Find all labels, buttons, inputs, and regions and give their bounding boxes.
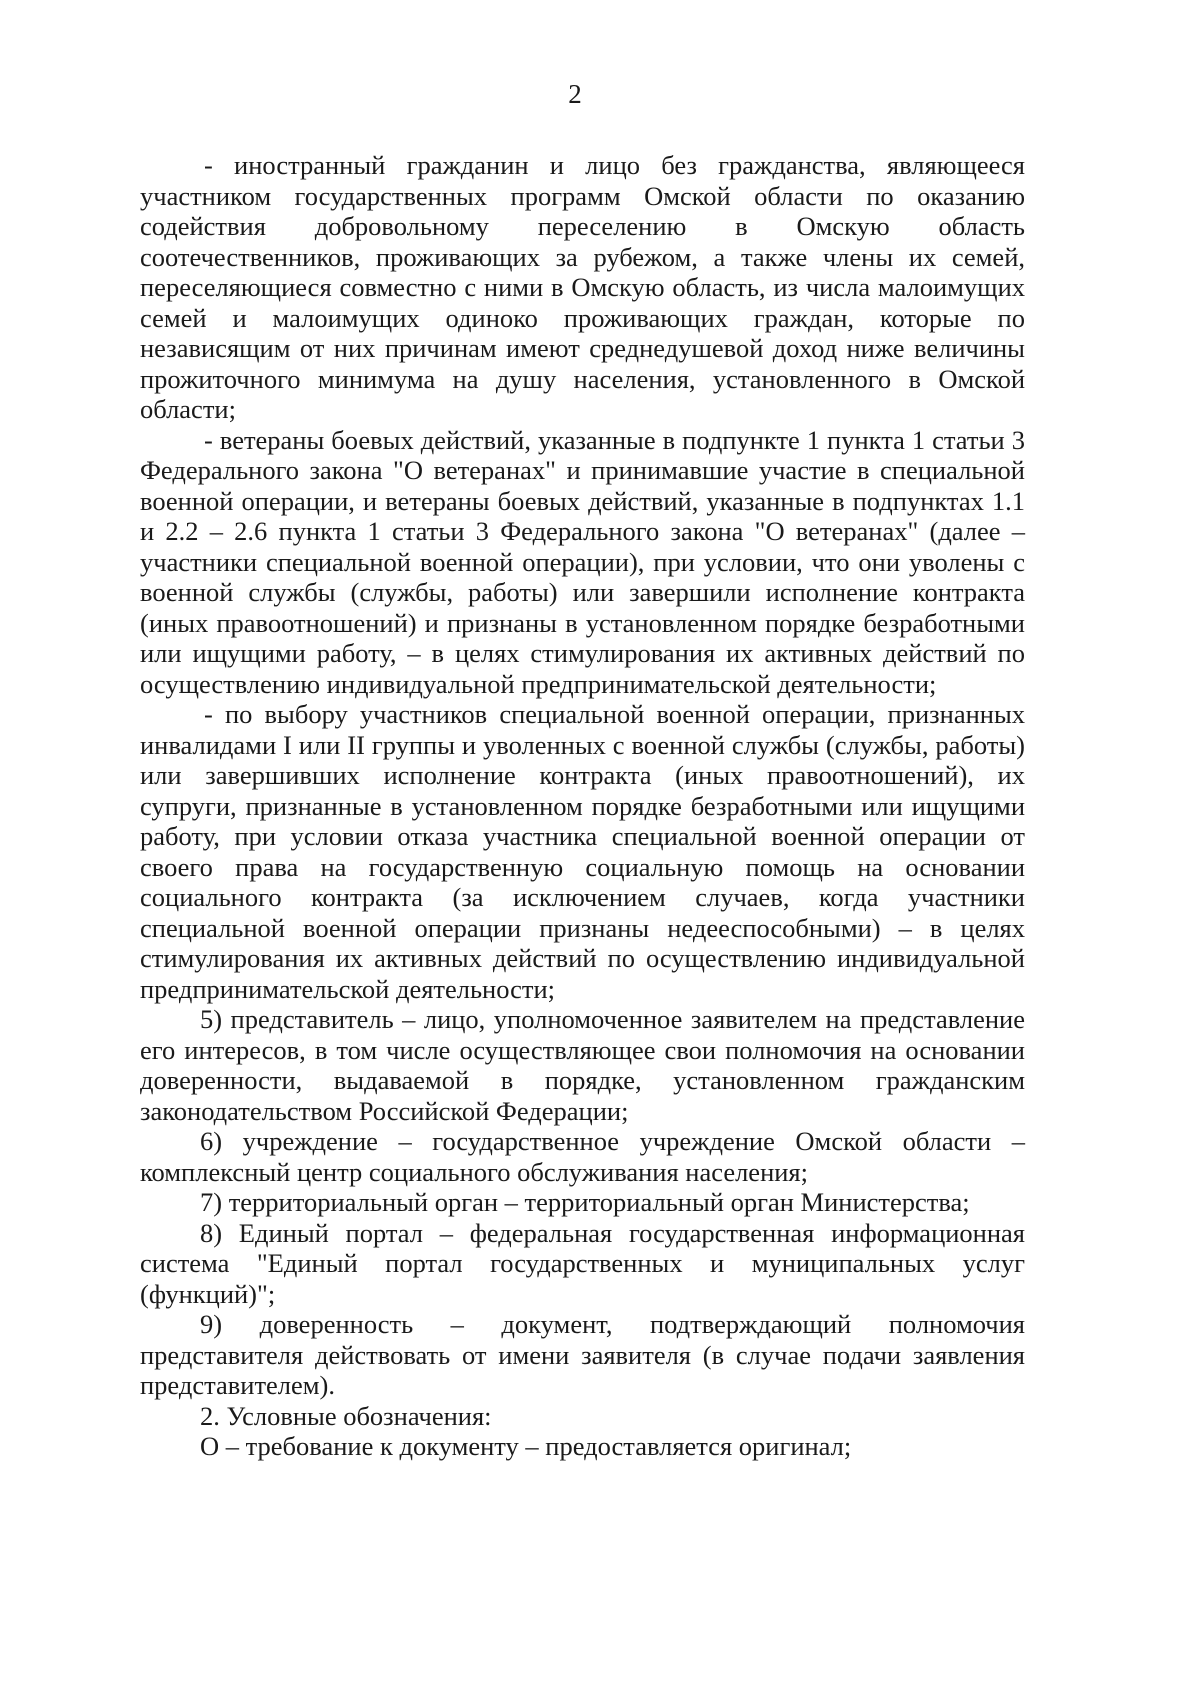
paragraph-combat-veterans: - ветераны боевых действий, указанные в подпункте 1 пункта 1 статьи 3 Федерального закона "О ветеранах" и принимавшие участие в специальной военной операции, и ветераны боевых действий, указанные в подпунктах 1.1 и 2.2 – 2.6 пункта 1 статьи 3 Федерального закона "О ветеранах" (далее – участники специальной военной операции), при условии, что они уволены с военной службы (службы, работы) или завершили исполнение контракта (иных правоотношений) и признаны в установленном порядке безработными или ищущими работу, – в целях стимулирования их активных действий по осуществлению индивидуальной предпринимательской деятельности;	[140, 424, 1025, 699]
page-number: 2	[568, 79, 582, 109]
paragraph-legend-heading: 2. Условные обозначения:	[200, 1400, 492, 1431]
paragraph-definition-institution: 6) учреждение – государственное учреждение Омской области – комплексный центр социального обслуживания населения;	[140, 1126, 1025, 1187]
paragraph-definition-power-of-attorney: 9) доверенность – документ, подтверждающий полномочия представителя действовать от имени заявителя (в случае подачи заявления представителем).	[140, 1309, 1025, 1400]
document-body	[140, 150, 1025, 1462]
paragraph-spouses-of-disabled-participants: - по выбору участников специальной военной операции, признанных инвалидами I или II группы и уволенных с военной службы (службы, работы) или завершивших исполнение контракта (иных правоотношений), их супруги, признанные в установленном порядке безработными или ищущими работу, при условии отказа участника специальной военной операции от своего права на государственную социальную помощь на основании социального контракта (за исключением случаев, когда участники специальной военной операции признаны недееспособными) – в целях стимулирования их активных действий по осуществлению индивидуальной предпринимательской деятельности;	[140, 699, 1025, 1004]
paragraph-definition-unified-portal: 8) Единый портал – федеральная государственная информационная система "Единый портал государственных и муниципальных услуг (функций)";	[140, 1217, 1025, 1309]
paragraph-foreign-citizens: - иностранный гражданин и лицо без гражданства, являющееся участником государственных программ Омской области по оказанию содействия добровольному переселению в Омскую область соотечественников, проживающих за рубежом, а также члены их семей, переселяющиеся совместно с ними в Омскую область, из числа малоимущих семей и малоимущих одиноко проживающих граждан, которые по независящим от них причинам имеют среднедушевой доход ниже величины прожиточного минимума на душу населения, установленного в Омской области;	[140, 150, 1025, 424]
paragraph-definition-territorial-body: 7) территориальный орган – территориальный орган Министерства;	[200, 1187, 970, 1217]
paragraph-definition-representative: 5) представитель – лицо, уполномоченное заявителем на представление его интересов, в том числе осуществляющее свои полномочия на основании доверенности, выдаваемой в порядке, установленном гражданским законодательством Российской Федерации;	[140, 1004, 1025, 1126]
paragraph-legend-original: О – требование к документу – предоставляется оригинал;	[200, 1431, 852, 1461]
